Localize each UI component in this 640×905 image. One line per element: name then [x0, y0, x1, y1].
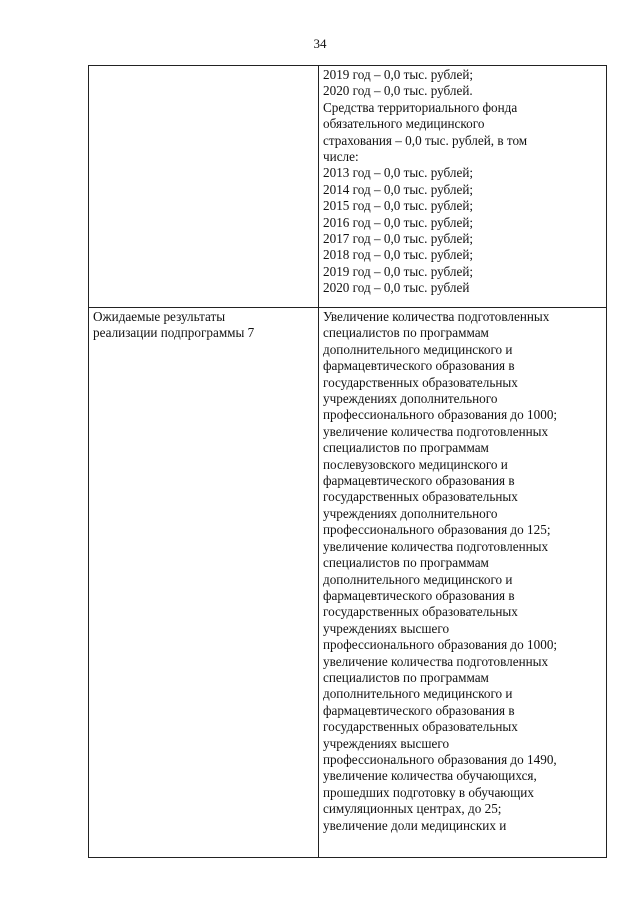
expected-results-text-line: симуляционных центрах, до 25;: [323, 801, 502, 817]
expected-results-text-line: государственных образовательных: [323, 374, 518, 390]
row2-right-cell: [319, 308, 607, 858]
funding-text-line: 2014 год – 0,0 тыс. рублей;: [323, 181, 474, 197]
expected-results-text-line: специалистов по программам: [323, 669, 489, 685]
funding-text-line: 2019 год – 0,0 тыс. рублей;: [323, 67, 474, 82]
row2-left-cell: [89, 308, 319, 858]
table-row-expected-results: [89, 308, 607, 858]
expected-results-label-line: Ожидаемые результаты: [93, 309, 226, 324]
funding-text-line: 2013 год – 0,0 тыс. рублей;: [323, 165, 474, 181]
expected-results-text-line: специалистов по программам: [323, 325, 489, 341]
funding-text-line: Средства территориального фонда: [323, 99, 518, 115]
expected-results-text-line: учреждениях дополнительного: [323, 505, 498, 521]
expected-results-text-line: специалистов по программам: [323, 555, 489, 571]
expected-results-text-line: специалистов по программам: [323, 440, 489, 456]
funding-text-line: 2019 год – 0,0 тыс. рублей;: [323, 263, 474, 279]
funding-text-line: числе:: [323, 149, 359, 165]
expected-results-text-line: фармацевтического образования в: [323, 587, 515, 603]
expected-results-text-line: профессионального образования до 1490,: [323, 751, 557, 767]
expected-results-text-line: увеличение количества подготовленных: [323, 423, 549, 439]
expected-results-text-line: дополнительного медицинского и: [323, 341, 513, 357]
expected-results-text-line: увеличение количества обучающихся,: [323, 768, 537, 784]
expected-results-text-line: государственных образовательных: [323, 489, 518, 505]
expected-results-text-line: Увеличение количества подготовленных: [323, 309, 550, 324]
expected-results-text-line: дополнительного медицинского и: [323, 686, 513, 702]
page-number: 34: [313, 36, 327, 51]
expected-results-label-line: реализации подпрограммы 7: [93, 325, 255, 341]
expected-results-text-line: учреждениях высшего: [323, 735, 450, 751]
expected-results-text-line: государственных образовательных: [323, 719, 518, 735]
expected-results-text-line: профессионального образования до 125;: [323, 522, 551, 538]
row1-left-cell: [89, 66, 319, 308]
expected-results-text-line: увеличение количества подготовленных: [323, 538, 549, 554]
funding-text-line: 2020 год – 0,0 тыс. рублей: [323, 280, 470, 296]
table-row-funding: [89, 66, 607, 308]
expected-results-text-line: увеличение количества подготовленных: [323, 653, 549, 669]
funding-text-line: 2015 год – 0,0 тыс. рублей;: [323, 198, 474, 214]
row1-right-cell: [319, 66, 607, 308]
expected-results-text-line: послевузовского медицинского и: [323, 456, 508, 472]
funding-text-line: страхования – 0,0 тыс. рублей, в том: [323, 132, 528, 148]
funding-text-line: 2017 год – 0,0 тыс. рублей;: [323, 231, 474, 247]
expected-results-text-line: фармацевтического образования в: [323, 358, 515, 374]
expected-results-text-line: прошедших подготовку в обучающих: [323, 784, 534, 800]
expected-results-text-line: фармацевтического образования в: [323, 473, 515, 489]
expected-results-text-line: профессионального образования до 1000;: [323, 407, 558, 423]
expected-results-text-line: государственных образовательных: [323, 604, 518, 620]
funding-text-line: обязательного медицинского: [323, 116, 485, 132]
expected-results-text-line: фармацевтического образования в: [323, 702, 515, 718]
program-table: [88, 65, 607, 858]
funding-text-line: 2020 год – 0,0 тыс. рублей.: [323, 83, 473, 99]
expected-results-text-line: дополнительного медицинского и: [323, 571, 513, 587]
expected-results-text-line: увеличение доли медицинских и: [323, 817, 507, 833]
funding-text-line: 2018 год – 0,0 тыс. рублей;: [323, 247, 474, 263]
expected-results-text-line: учреждениях высшего: [323, 620, 450, 636]
expected-results-text-line: профессионального образования до 1000;: [323, 637, 558, 653]
funding-text-line: 2016 год – 0,0 тыс. рублей;: [323, 214, 474, 230]
expected-results-text-line: учреждениях дополнительного: [323, 391, 498, 407]
